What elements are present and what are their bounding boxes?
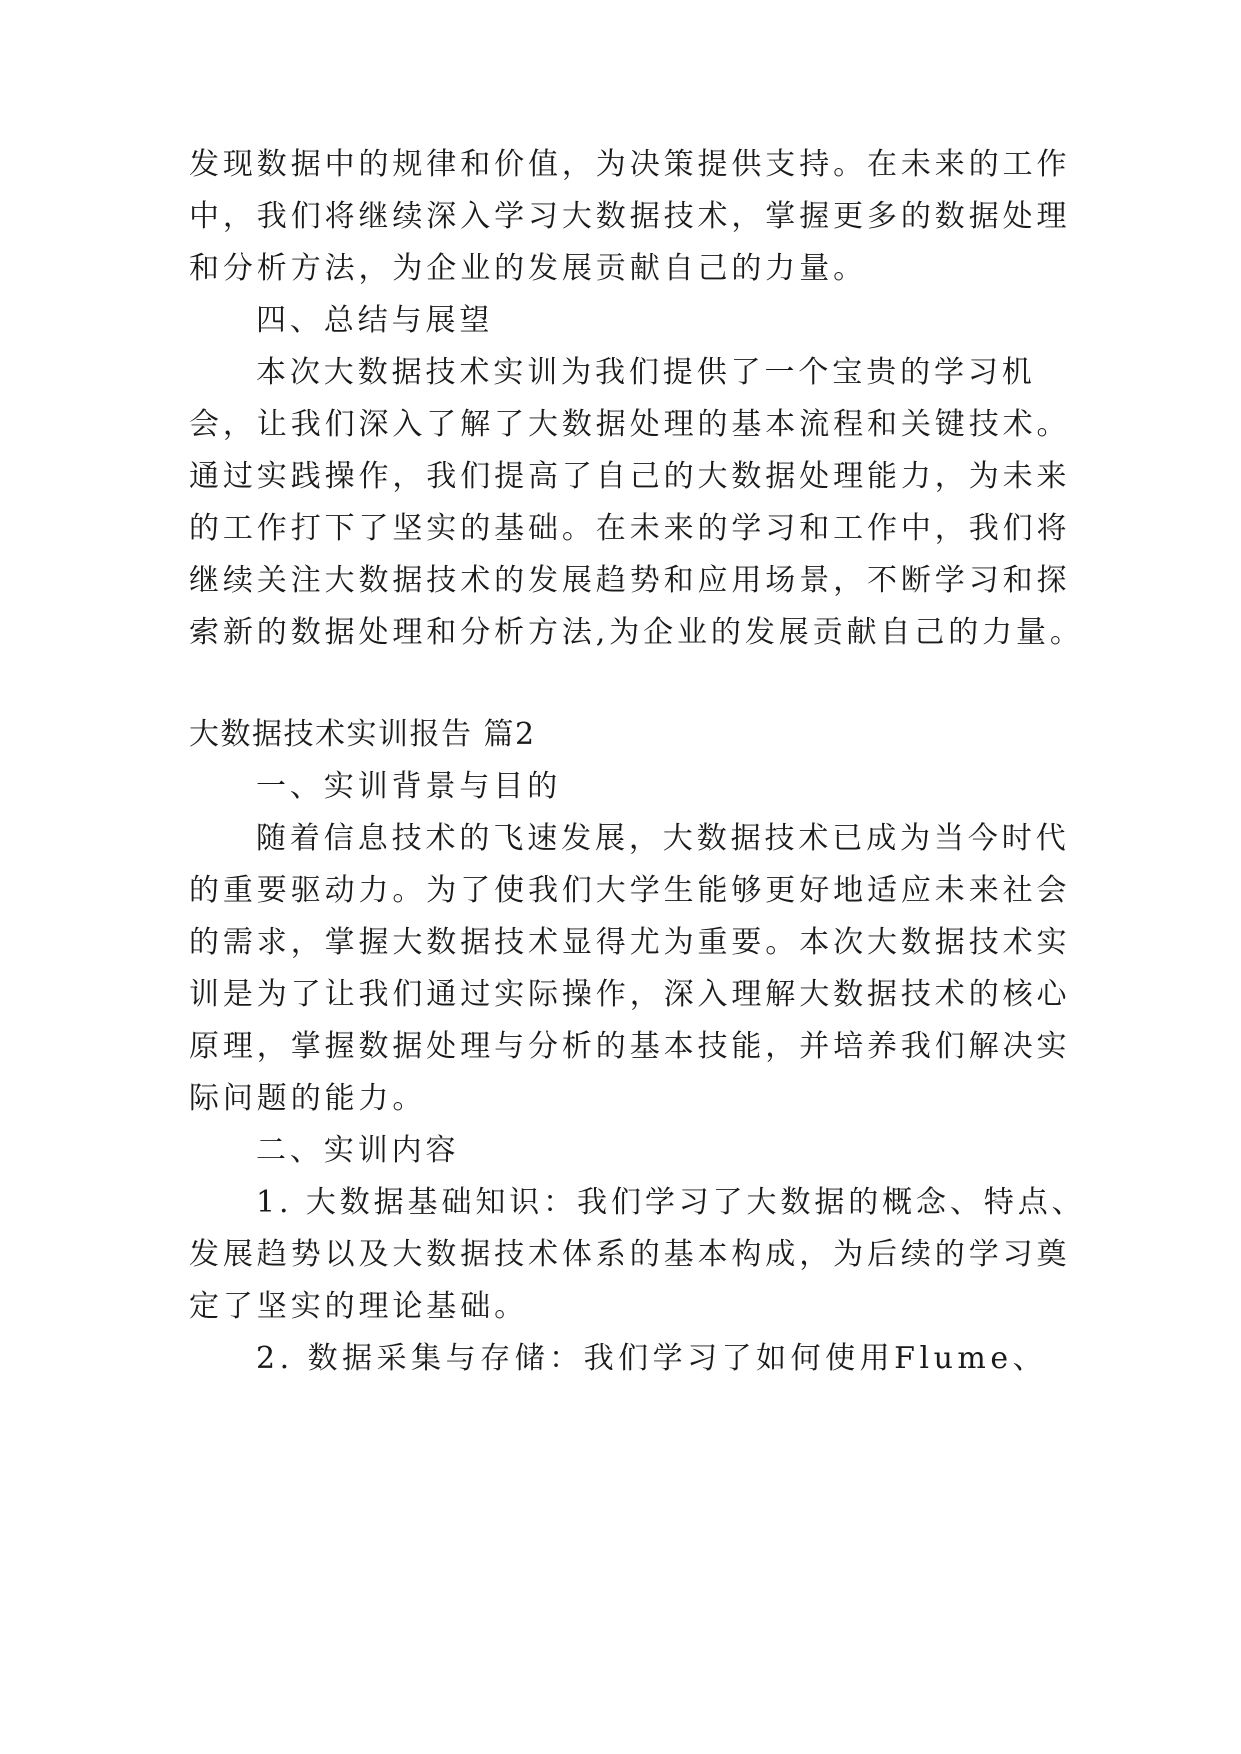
paragraph-line: 会，让我们深入了解了大数据处理的基本流程和关键技术。 xyxy=(189,407,1071,442)
section-heading: 二、实训内容 xyxy=(256,1133,460,1168)
paragraph-line: 原理，掌握数据处理与分析的基本技能，并培养我们解决实 xyxy=(189,1029,1071,1064)
section-heading: 四、总结与展望 xyxy=(256,303,494,338)
paragraph-line: 索新的数据处理和分析方法,为企业的发展贡献自己的力量。 xyxy=(189,615,1084,650)
section-heading: 一、实训背景与目的 xyxy=(256,769,562,804)
list-item-line: 定了坚实的理论基础。 xyxy=(189,1289,528,1324)
paragraph-line: 中，我们将继续深入学习大数据技术，掌握更多的数据处理 xyxy=(189,199,1071,234)
paragraph-line: 训是为了让我们通过实际操作，深入理解大数据技术的核心 xyxy=(189,977,1071,1012)
report-title: 大数据技术实训报告 篇2 xyxy=(189,717,536,752)
paragraph-line: 的工作打下了坚实的基础。在未来的学习和工作中，我们将 xyxy=(189,511,1071,546)
paragraph-line: 际问题的能力。 xyxy=(189,1081,427,1116)
list-item-line: 2. 数据采集与存储：我们学习了如何使用Flume、 xyxy=(256,1341,1048,1376)
paragraph-line: 随着信息技术的飞速发展，大数据技术已成为当今时代 xyxy=(256,821,1070,856)
paragraph-line: 继续关注大数据技术的发展趋势和应用场景，不断学习和探 xyxy=(189,563,1071,598)
paragraph-line: 本次大数据技术实训为我们提供了一个宝贵的学习机 xyxy=(256,355,1036,390)
paragraph-line: 发现数据中的规律和价值，为决策提供支持。在未来的工作 xyxy=(189,147,1071,182)
paragraph-line: 的重要驱动力。为了使我们大学生能够更好地适应未来社会 xyxy=(189,873,1071,908)
paragraph-line: 通过实践操作，我们提高了自己的大数据处理能力，为未来 xyxy=(189,459,1071,494)
list-item-line: 发展趋势以及大数据技术体系的基本构成，为后续的学习奠 xyxy=(189,1237,1071,1272)
paragraph-line: 和分析方法，为企业的发展贡献自己的力量。 xyxy=(189,251,867,286)
list-item-line: 1. 大数据基础知识：我们学习了大数据的概念、特点、 xyxy=(256,1185,1086,1220)
paragraph-line: 的需求，掌握大数据技术显得尤为重要。本次大数据技术实 xyxy=(189,925,1071,960)
